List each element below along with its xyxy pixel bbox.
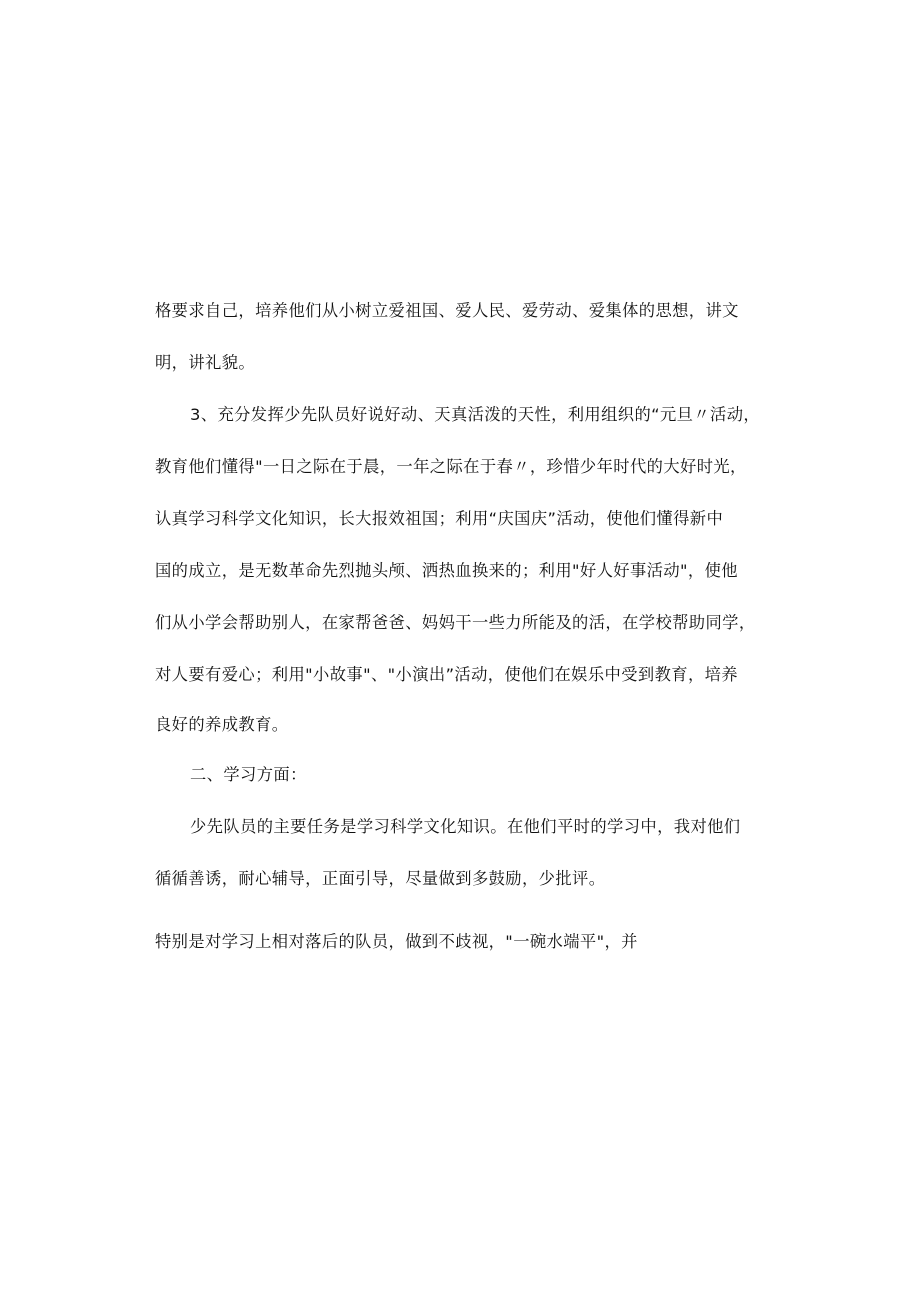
paragraph-line: 格要求自己，培养他们从小树立爱祖国、爱人民、爱劳动、爱集体的思想，讲文	[155, 301, 739, 320]
paragraph-line: 良好的养成教育。	[155, 715, 289, 734]
paragraph-line: 循循善诱，耐心辅导，正面引导，尽量做到多鼓励，少批评。	[155, 869, 606, 888]
paragraph-line: 认真学习科学文化知识，长大报效祖国；利用“庆国庆”活动，使他们懂得新中	[155, 509, 724, 528]
paragraph-line: 3、充分发挥少先队员好说好动、天真活泼的天性，利用组织的“元旦〃活动，	[190, 405, 761, 424]
paragraph-line: 明，讲礼貌。	[155, 353, 256, 372]
paragraph-line: 们从小学会帮助别人，在家帮爸爸、妈妈干一些力所能及的活，在学校帮助同学，	[155, 613, 756, 632]
section-heading: 二、学习方面：	[190, 765, 307, 784]
paragraph-line: 少先队员的主要任务是学习科学文化知识。在他们平时的学习中，我对他们	[190, 817, 741, 836]
paragraph-line: 对人要有爱心；利用"小故事"、"小演出”活动，使他们在娱乐中受到教育，培养	[155, 665, 738, 684]
paragraph-line: 国的成立，是无数革命先烈抛头颅、洒热血换来的；利用"好人好事活动"，使他	[155, 561, 738, 580]
paragraph-line: 特别是对学习上相对落后的队员，做到不歧视，"一碗水端平"，并	[155, 932, 638, 951]
paragraph-line: 教育他们懂得"一日之际在于晨，一年之际在于春〃，珍惜少年时代的大好时光，	[155, 457, 747, 476]
